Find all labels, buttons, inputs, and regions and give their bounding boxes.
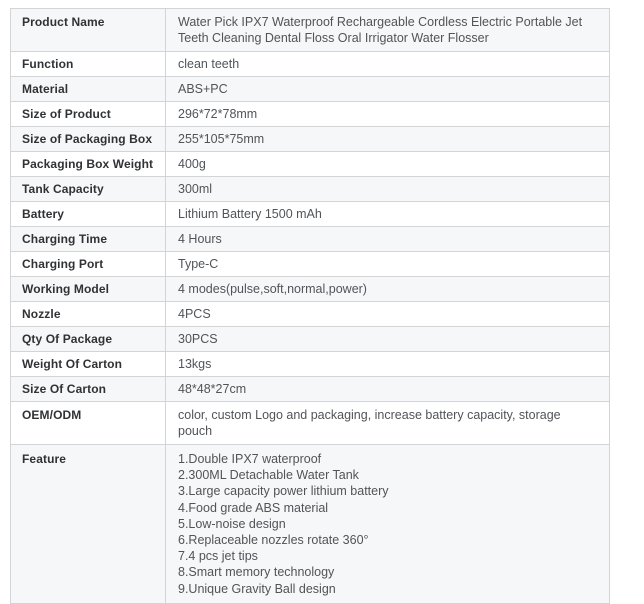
spec-label: Working Model — [11, 277, 166, 301]
spec-label: Nozzle — [11, 302, 166, 326]
spec-row-oem-odm — [11, 402, 609, 445]
spec-label: Size of Packaging Box — [11, 127, 166, 151]
spec-row-working-model — [11, 277, 609, 302]
spec-value-feature-list — [166, 445, 609, 603]
spec-value: 296*72*78mm — [178, 107, 258, 121]
spec-value: 300ml — [178, 182, 213, 196]
spec-row-size-of-carton — [11, 377, 609, 402]
spec-label: Function — [11, 52, 166, 76]
spec-value: 4PCS — [178, 307, 211, 321]
feature-line: 7.4 pcs jet tips — [178, 549, 258, 564]
spec-row-material — [11, 77, 609, 102]
spec-label: Qty Of Package — [11, 327, 166, 351]
spec-row-qty-of-package — [11, 327, 609, 352]
spec-value: 400g — [178, 157, 206, 171]
spec-value: color, custom Logo and packaging, increase battery capacity, storage pouch — [178, 408, 561, 438]
spec-label: Packaging Box Weight — [11, 152, 166, 176]
spec-label: Charging Port — [11, 252, 166, 276]
spec-row-battery — [11, 202, 609, 227]
spec-value: clean teeth — [178, 57, 240, 71]
spec-label: Weight Of Carton — [11, 352, 166, 376]
spec-row-feature — [11, 445, 609, 603]
spec-value: Lithium Battery 1500 mAh — [178, 207, 322, 221]
spec-label: Material — [11, 77, 166, 101]
spec-value: ABS+PC — [178, 82, 228, 96]
spec-row-tank-capacity — [11, 177, 609, 202]
spec-label: Product Name — [11, 9, 166, 51]
spec-label: Charging Time — [11, 227, 166, 251]
spec-row-charging-time — [11, 227, 609, 252]
spec-value: 4 modes(pulse,soft,normal,power) — [178, 282, 367, 296]
spec-value: 13kgs — [178, 357, 212, 371]
spec-row-weight-of-carton — [11, 352, 609, 377]
feature-line: 2.300ML Detachable Water Tank — [178, 468, 359, 483]
spec-label: Tank Capacity — [11, 177, 166, 201]
feature-line: 4.Food grade ABS material — [178, 500, 329, 515]
spec-row-size-of-product — [11, 102, 609, 127]
spec-row-charging-port — [11, 252, 609, 277]
spec-value: 30PCS — [178, 332, 218, 346]
spec-row-function — [11, 52, 609, 77]
feature-line: 1.Double IPX7 waterproof — [178, 452, 322, 466]
feature-line: 5.Low-noise design — [178, 516, 286, 531]
spec-value: 4 Hours — [178, 232, 222, 246]
feature-line: 8.Smart memory technology — [178, 565, 335, 580]
spec-row-nozzle — [11, 302, 609, 327]
feature-line: 3.Large capacity power lithium battery — [178, 484, 389, 499]
spec-label: Size of Product — [11, 102, 166, 126]
spec-row-product-name — [11, 9, 609, 52]
spec-label: Battery — [11, 202, 166, 226]
spec-value: Type-C — [178, 257, 219, 271]
feature-line: 6.Replaceable nozzles rotate 360° — [178, 533, 369, 548]
feature-line: 9.Unique Gravity Ball design — [178, 581, 336, 596]
spec-label: Feature — [11, 445, 166, 603]
spec-row-size-of-packaging-box — [11, 127, 609, 152]
spec-value: 48*48*27cm — [178, 382, 247, 396]
spec-value: Water Pick IPX7 Waterproof Rechargeable Cordless Electric Portable Jet Teeth Cleaning Dental Floss Oral Irrigator Water Flosser — [178, 15, 583, 45]
spec-label: OEM/ODM — [11, 402, 166, 444]
spec-table — [10, 8, 610, 604]
spec-row-packaging-box-weight — [11, 152, 609, 177]
spec-value: 255*105*75mm — [178, 132, 265, 146]
spec-label: Size Of Carton — [11, 377, 166, 401]
